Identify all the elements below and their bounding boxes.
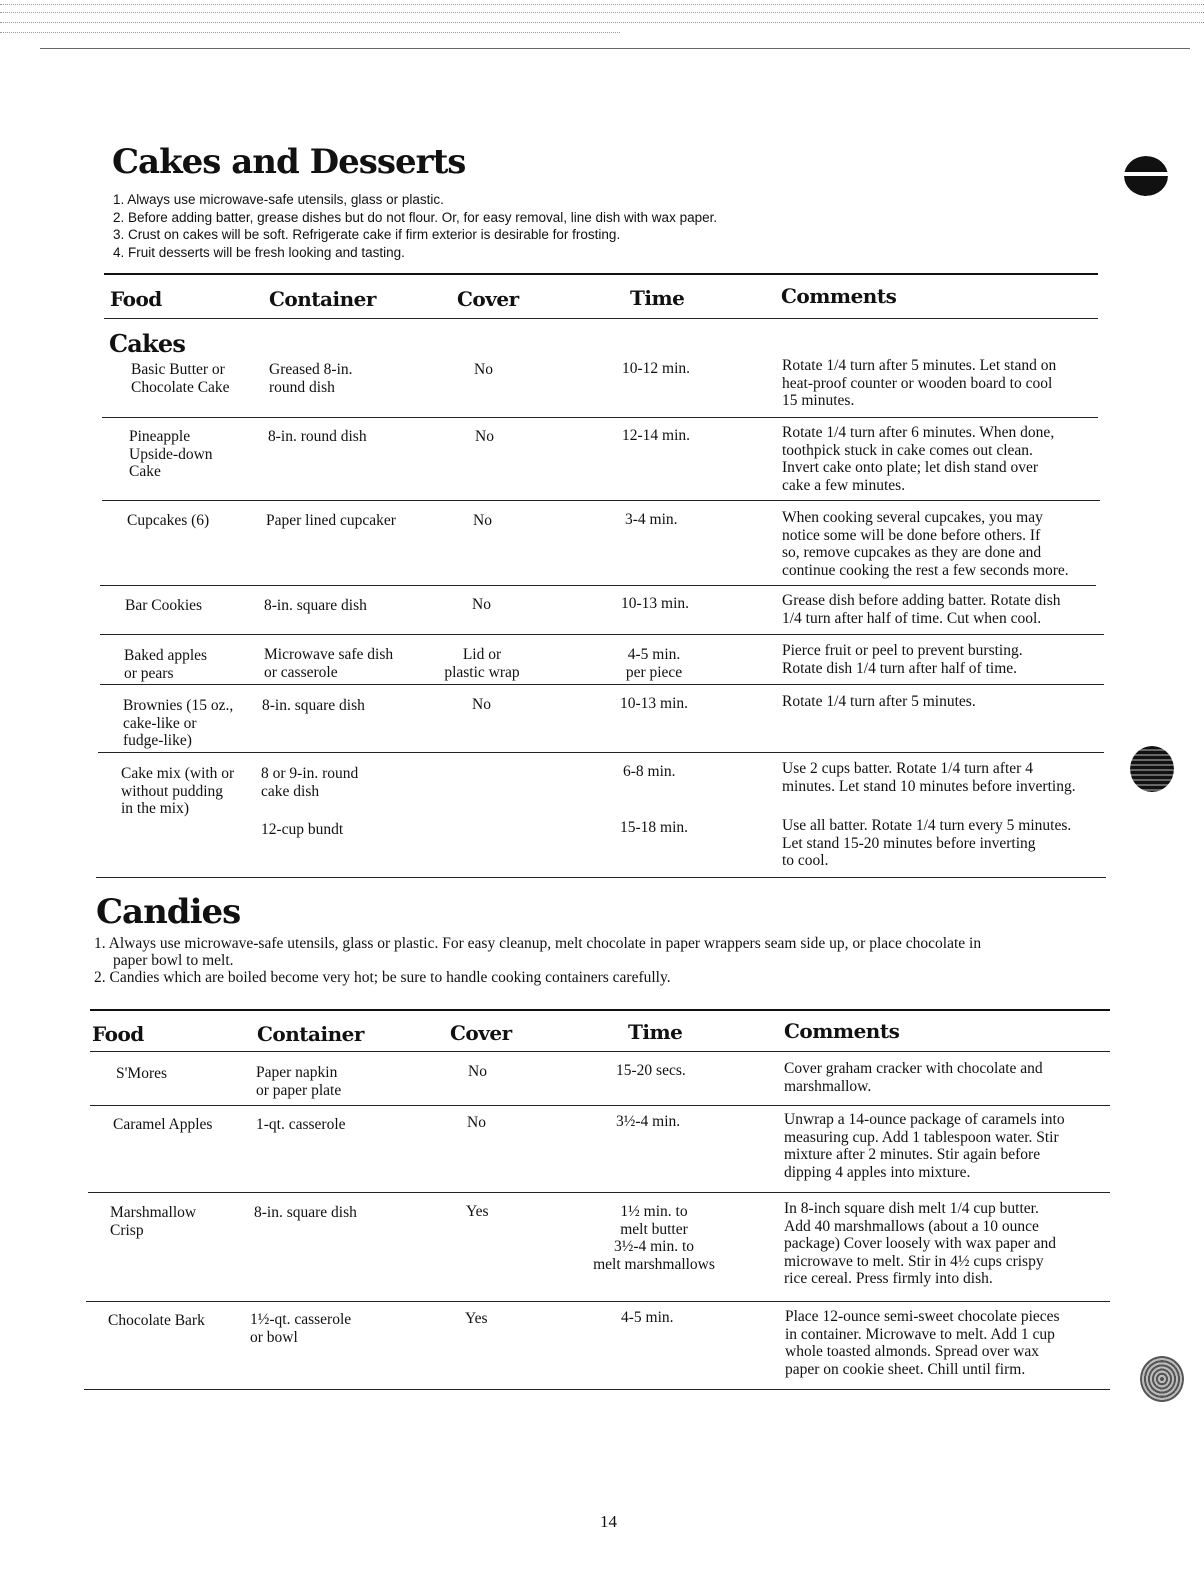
container-cell: 8-in. square dish: [264, 597, 367, 614]
row-divider: [102, 500, 1100, 501]
container-cell: 1-qt. casserole: [256, 1116, 346, 1133]
food-cell: Baked apples or pears: [124, 647, 208, 682]
time-cell: 6-8 min.: [623, 763, 676, 780]
comments-cell: Rotate 1/4 turn after 5 minutes. Let stand on heat-proof counter or wooden board to cool 15 minutes.: [782, 357, 1057, 409]
time-cell: 3-4 min.: [625, 511, 678, 528]
time-cell: 10-12 min.: [622, 360, 691, 377]
subheading-cakes: Cakes: [109, 329, 186, 358]
container-cell: 8-in. round dish: [268, 428, 367, 445]
header-rule: [90, 1051, 1110, 1052]
table-bottom-rule: [84, 1389, 1110, 1390]
candies-notes: [94, 935, 981, 986]
food-cell: Cupcakes (6): [127, 512, 210, 529]
comments-cell: Grease dish before adding batter. Rotate dish 1/4 turn after half of time. Cut when cool.: [782, 592, 1061, 627]
cover-cell: No: [472, 596, 491, 613]
food-cell: Pineapple Upside-down Cake: [129, 428, 213, 480]
food-cell: Marshmallow Crisp: [110, 1204, 197, 1239]
header-comments: Comments: [784, 1019, 900, 1043]
comments-cell: Rotate 1/4 turn after 5 minutes.: [782, 693, 976, 710]
note-item: 3. Crust on cakes will be soft. Refrigerate cake if firm exterior is desirable for frosting.: [113, 227, 621, 242]
note-item: 1. Always use microwave-safe utensils, glass or plastic.: [113, 192, 444, 207]
tab-marker-icon: [1140, 1356, 1184, 1402]
header-cover: Cover: [450, 1021, 512, 1045]
header-comments: Comments: [781, 284, 897, 308]
comments-cell: Pierce fruit or peel to prevent bursting. Rotate dish 1/4 turn after half of time.: [782, 642, 1023, 677]
table-top-rule: [104, 273, 1098, 275]
header-time: Time: [630, 286, 685, 310]
header-time: Time: [628, 1020, 683, 1044]
time-cell: 10-13 min.: [620, 695, 689, 712]
header-food: Food: [92, 1022, 144, 1046]
time-cell: 15-20 secs.: [616, 1062, 686, 1079]
container-cell: Paper napkin or paper plate: [256, 1064, 342, 1099]
time-cell: 10-13 min.: [621, 595, 690, 612]
food-cell: S'Mores: [116, 1065, 168, 1082]
note-item: 2. Candies which are boiled become very hot; be sure to handle cooking containers carefully.: [94, 969, 671, 986]
food-cell: Basic Butter or Chocolate Cake: [131, 361, 230, 396]
time-cell: 15-18 min.: [620, 819, 689, 836]
scan-noise: [0, 32, 620, 33]
cover-cell: No: [472, 696, 491, 713]
comments-cell: Place 12-ounce semi-sweet chocolate pieces in container. Microwave to melt. Add 1 cup whole toasted almonds. Spread over wax paper on cookie sheet. Chill until firm.: [785, 1308, 1060, 1378]
note-item: paper bowl to melt.: [113, 952, 234, 969]
cover-cell: No: [468, 1063, 487, 1080]
container-cell: 12-cup bundt: [261, 821, 344, 838]
scan-noise: [0, 12, 1204, 13]
row-divider: [100, 634, 1104, 635]
time-cell: 4-5 min. per piece: [625, 646, 683, 681]
container-cell: Paper lined cupcaker: [266, 512, 396, 529]
row-divider: [100, 684, 1104, 685]
container-cell: 8-in. square dish: [254, 1204, 357, 1221]
tab-marker-icon: [1130, 746, 1174, 792]
time-cell: 4-5 min.: [621, 1309, 674, 1326]
cover-cell: Yes: [466, 1203, 489, 1220]
header-food: Food: [110, 287, 162, 311]
header-cover: Cover: [457, 287, 519, 311]
container-cell: Greased 8-in. round dish: [269, 361, 353, 396]
header-container: Container: [257, 1022, 364, 1046]
scan-noise: [0, 4, 1204, 5]
page-number: 14: [600, 1512, 617, 1531]
cover-cell: Yes: [465, 1310, 488, 1327]
tab-marker-icon: [1124, 156, 1168, 196]
row-divider: [88, 1192, 1110, 1193]
note-item: 4. Fruit desserts will be fresh looking and tasting.: [113, 244, 405, 260]
comments-cell: When cooking several cupcakes, you may notice some will be done before others. If so, remove cupcakes as they are done and continue cooking the rest a few seconds more.: [782, 509, 1069, 579]
row-divider: [102, 417, 1098, 418]
food-cell: Brownies (15 oz., cake-like or fudge-like): [123, 697, 234, 749]
header-container: Container: [269, 287, 376, 311]
food-cell: Cake mix (with or without pudding in the mix): [121, 765, 235, 817]
comments-cell: Unwrap a 14-ounce package of caramels into measuring cup. Add 1 tablespoon water. Stir mixture after 2 minutes. Stir again before dipping 4 apples into mixture.: [784, 1111, 1065, 1181]
time-cell: 12-14 min.: [622, 427, 691, 444]
table-bottom-rule: [96, 877, 1106, 878]
row-divider: [90, 1105, 1110, 1106]
cover-cell: Lid or plastic wrap: [444, 646, 520, 681]
container-cell: 8 or 9-in. round cake dish: [261, 765, 359, 800]
table-top-rule: [90, 1009, 1110, 1011]
comments-cell: In 8-inch square dish melt 1/4 cup butter. Add 40 marshmallows (about a 10 ounce package) Cover loosely with wax paper and microwave to melt. Stir in 4½ cups crispy rice cereal. Press firmly into dish.: [784, 1200, 1057, 1287]
section-title: Cakes and Desserts: [112, 142, 466, 182]
header-rule: [104, 318, 1098, 319]
row-divider: [100, 585, 1096, 586]
cover-cell: No: [474, 361, 493, 378]
row-divider: [86, 1301, 1110, 1302]
cover-cell: No: [475, 428, 494, 445]
comments-cell: Use 2 cups batter. Rotate 1/4 turn after 4 minutes. Let stand 10 minutes before inverting.: [782, 760, 1076, 795]
time-cell: 1½ min. to melt butter 3½-4 min. to melt marshmallows: [593, 1203, 715, 1273]
comments-cell: Cover graham cracker with chocolate and marshmallow.: [784, 1060, 1043, 1095]
note-item: 1. Always use microwave-safe utensils, glass or plastic. For easy cleanup, melt chocolate in paper wrappers seam side up, or place chocolate in: [94, 935, 982, 952]
container-cell: 1½-qt. casserole or bowl: [250, 1311, 352, 1346]
scan-noise: [0, 22, 1204, 23]
container-cell: 8-in. square dish: [262, 697, 365, 714]
container-cell: Microwave safe dish or casserole: [264, 646, 394, 681]
comments-cell: Use all batter. Rotate 1/4 turn every 5 minutes. Let stand 15-20 minutes before inverting to cool.: [782, 817, 1072, 869]
section-title: Candies: [96, 892, 241, 932]
food-cell: Chocolate Bark: [108, 1312, 205, 1329]
row-divider: [98, 752, 1104, 753]
scan-noise: [40, 48, 1190, 49]
food-cell: Bar Cookies: [125, 597, 203, 614]
time-cell: 3½-4 min.: [616, 1113, 681, 1130]
cakes-notes: [113, 191, 717, 261]
cover-cell: No: [473, 512, 492, 529]
comments-cell: Rotate 1/4 turn after 6 minutes. When done, toothpick stuck in cake comes out clean. Invert cake onto plate; let dish stand over cake a few minutes.: [782, 424, 1055, 494]
note-item: 2. Before adding batter, grease dishes but do not flour. Or, for easy removal, line dish with wax paper.: [113, 209, 718, 225]
cover-cell: No: [467, 1114, 486, 1131]
food-cell: Caramel Apples: [113, 1116, 213, 1133]
